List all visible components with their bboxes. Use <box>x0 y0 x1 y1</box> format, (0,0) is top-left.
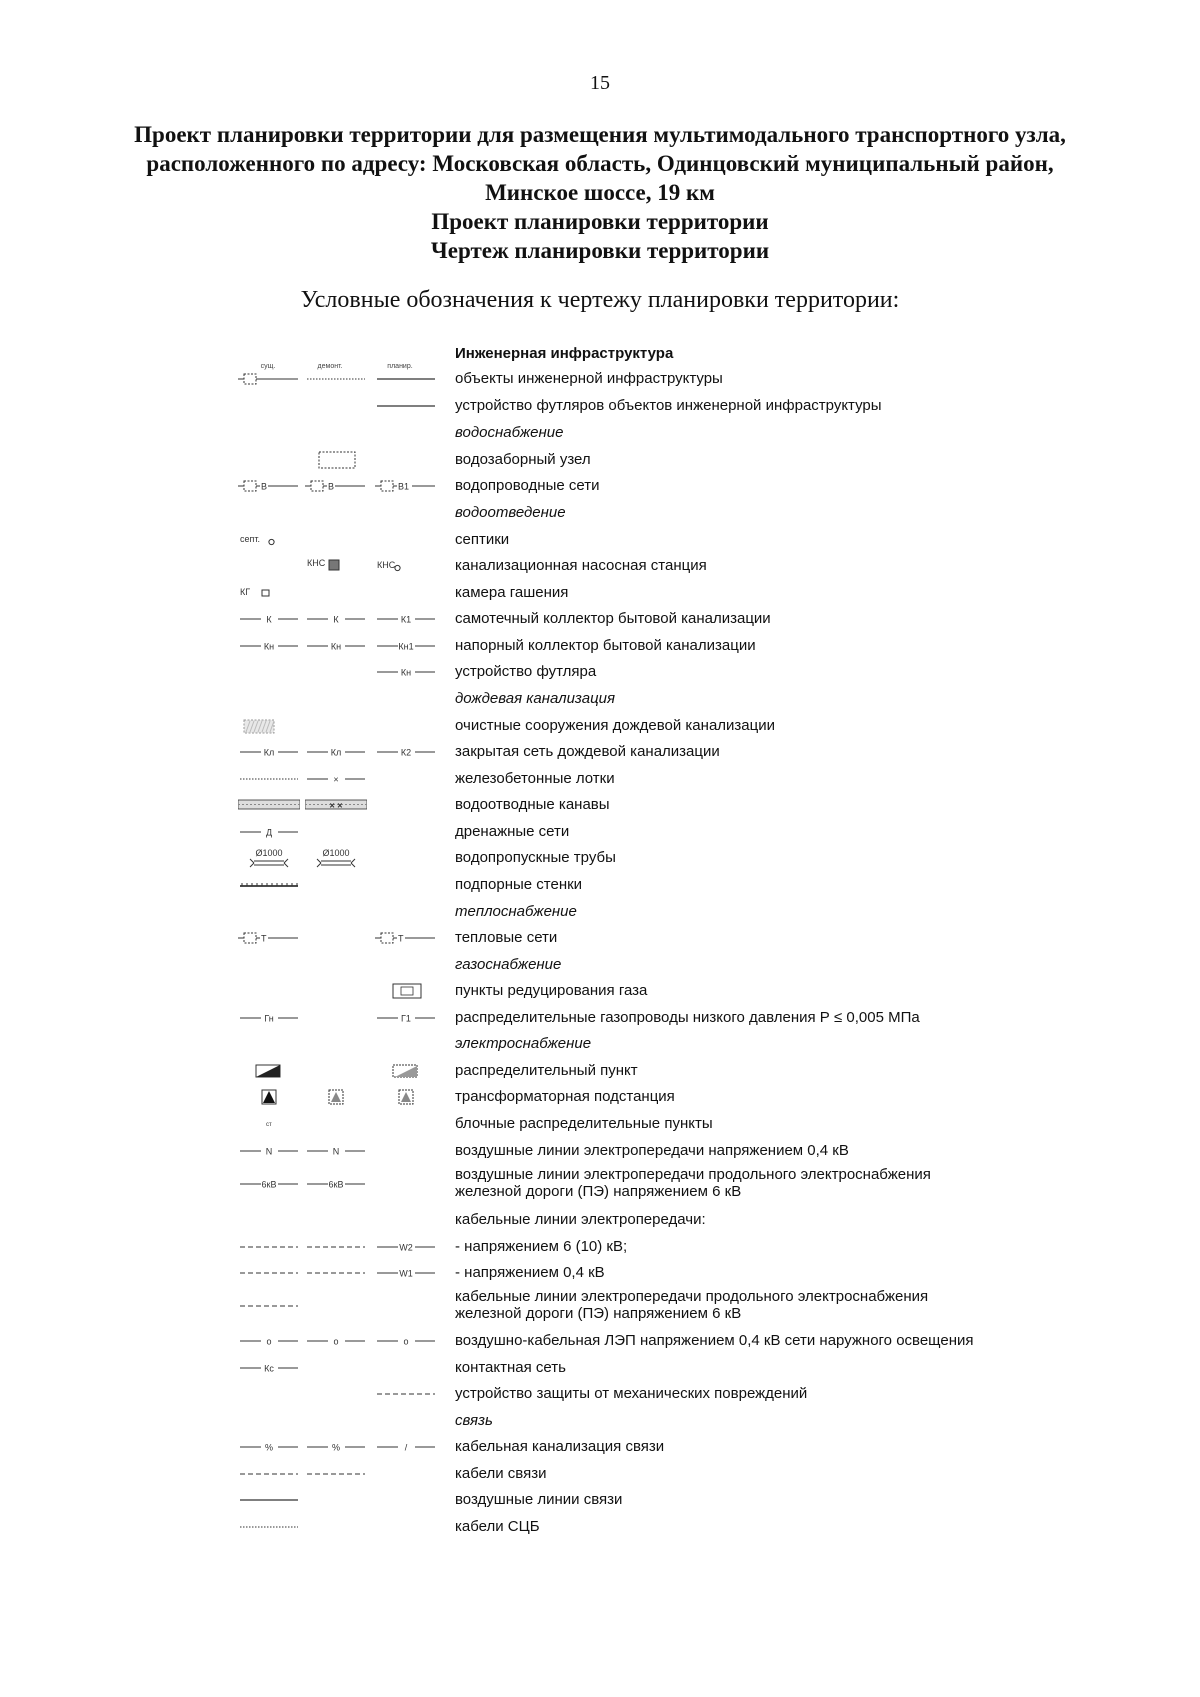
legend-symbol-textcircle-icon <box>238 530 300 550</box>
legend-row <box>0 1382 1200 1406</box>
legend-symbol-textline-icon <box>238 1008 300 1028</box>
svg-text:КНС: КНС <box>307 558 326 568</box>
legend-label: водоотводные канавы <box>455 796 610 813</box>
legend-row <box>0 1435 1200 1459</box>
svg-text:Ø1000: Ø1000 <box>322 848 350 858</box>
legend-symbol-textline-icon <box>375 1331 437 1351</box>
legend-symbol-textline-icon <box>238 1174 300 1194</box>
legend-symbol-boxline-icon <box>305 476 367 496</box>
legend-row <box>0 767 1200 791</box>
legend-symbol-textline-icon <box>305 1174 367 1194</box>
legend-row <box>0 554 1200 578</box>
svg-text:Г1: Г1 <box>401 1013 411 1024</box>
legend-label: тепловые сети <box>455 929 558 946</box>
legend-label: трансформаторная подстанция <box>455 1088 675 1105</box>
legend-row <box>0 660 1200 684</box>
legend-row <box>0 1409 1200 1433</box>
legend-row <box>0 1208 1200 1232</box>
svg-text:В: В <box>328 481 335 492</box>
legend-symbol-hatchrect-icon <box>238 716 300 736</box>
legend-symbol-boxline-icon <box>238 928 300 948</box>
legend-row <box>0 1235 1200 1259</box>
legend-row <box>0 634 1200 658</box>
legend-row <box>0 342 1200 366</box>
legend-row <box>0 714 1200 738</box>
legend-row <box>0 820 1200 844</box>
column-header-planned: планир. <box>387 363 413 370</box>
legend-row <box>0 1515 1200 1539</box>
legend-symbol-boxline-icon <box>375 928 437 948</box>
legend-row <box>0 421 1200 445</box>
legend-symbol-tpl-icon <box>375 1087 437 1107</box>
legend-category: водоснабжение <box>455 424 564 441</box>
legend-symbol-textline-icon <box>238 636 300 656</box>
legend-symbol-rpl-icon <box>375 1061 437 1081</box>
legend-subtitle: Условные обозначения к чертежу планировки территории: <box>300 287 900 313</box>
legend-label: распределительные газопроводы низкого давления Р ≤ 0,005 МПа <box>455 1009 920 1026</box>
legend-symbol-textline-icon <box>238 1331 300 1351</box>
legend-symbol-tiny-icon <box>238 1114 300 1134</box>
legend-symbol-textline-icon <box>375 1263 437 1283</box>
svg-text:/: / <box>404 1442 408 1453</box>
legend-label: канализационная насосная станция <box>455 557 707 574</box>
legend-label: дренажные сети <box>455 823 570 840</box>
legend-label: кабельная канализация связи <box>455 1438 665 1455</box>
svg-text:К: К <box>266 614 272 625</box>
legend-symbol-textline-icon <box>375 1437 437 1457</box>
svg-text:КГ: КГ <box>240 587 251 597</box>
legend-row <box>0 1261 1200 1285</box>
legend-symbol-boxline-icon <box>238 369 300 389</box>
heading-line-3: Минское шоссе, 19 км <box>485 180 715 205</box>
legend-row <box>0 687 1200 711</box>
column-header-existing: сущ. <box>260 363 276 370</box>
svg-text:Кн: Кн <box>400 667 412 678</box>
legend-label-line: железной дороги (ПЭ) напряжением 6 кВ <box>455 1183 742 1200</box>
legend-category: газоснабжение <box>455 956 562 973</box>
heading-line-2: расположенного по адресу: Московская область, Одинцовский муниципальный район, <box>146 151 1054 176</box>
legend-row <box>0 1006 1200 1030</box>
legend-label: устройство футляра <box>455 663 597 680</box>
legend-symbol-textline-icon <box>238 822 300 842</box>
legend-row <box>0 1059 1200 1083</box>
legend-label: закрытая сеть дождевой канализации <box>455 743 720 760</box>
legend-label: воздушные линии связи <box>455 1491 623 1508</box>
legend-symbol-textline-icon <box>238 1141 300 1161</box>
legend-category: дождевая канализация <box>455 690 616 707</box>
svg-text:Кс: Кс <box>264 1363 274 1374</box>
legend-symbol-textline-icon <box>375 742 437 762</box>
legend-row <box>0 1329 1200 1353</box>
legend-symbol-textline-icon <box>305 1331 367 1351</box>
legend-symbol-textline-icon <box>305 1437 367 1457</box>
svg-text:КНС: КНС <box>377 560 396 570</box>
legend-label: очистные сооружения дождевой канализации <box>455 717 775 734</box>
legend-label: подпорные стенки <box>455 876 583 893</box>
legend-symbol-dotted-icon <box>238 1517 300 1537</box>
legend-row <box>0 1112 1200 1136</box>
svg-text:Кн: Кн <box>263 641 275 652</box>
svg-text:o: o <box>333 1336 339 1347</box>
legend-label: кабельные линии электропередачи: <box>455 1211 706 1228</box>
legend-label: распределительный пункт <box>455 1062 638 1079</box>
legend-row <box>0 1462 1200 1486</box>
svg-text:Кн1: Кн1 <box>398 641 414 652</box>
legend-row <box>0 1166 1200 1200</box>
svg-text:К2: К2 <box>400 747 412 758</box>
legend-symbol-textline-icon <box>238 1437 300 1457</box>
svg-text:Т: Т <box>261 933 267 944</box>
legend-label: камера гашения <box>455 584 569 601</box>
legend-label: блочные распределительные пункты <box>455 1115 713 1132</box>
legend-row <box>0 474 1200 498</box>
legend-symbol-dashrect-icon <box>305 450 367 470</box>
svg-text:%: % <box>264 1442 274 1453</box>
legend-label: устройство защиты от механических повреждений <box>455 1385 808 1402</box>
legend-label: пункты редуцирования газа <box>455 982 648 999</box>
legend-label: объекты инженерной инфраструктуры <box>455 370 723 387</box>
legend-row <box>0 846 1200 870</box>
svg-text:Т: Т <box>398 933 404 944</box>
svg-text:Кл: Кл <box>263 747 275 758</box>
legend-symbol-dashed-icon <box>305 1237 367 1257</box>
legend-category: связь <box>455 1412 493 1429</box>
legend-row <box>0 793 1200 817</box>
legend-symbol-dotted-icon <box>305 369 367 389</box>
legend-symbol-textline-icon <box>375 1237 437 1257</box>
legend-row <box>0 367 1200 391</box>
legend-symbol-textline-icon <box>375 662 437 682</box>
legend-symbol-dotted-icon <box>238 769 300 789</box>
legend-row <box>0 501 1200 525</box>
legend-symbol-textline-icon <box>375 609 437 629</box>
legend-label: кабели связи <box>455 1465 547 1482</box>
legend-category: теплоснабжение <box>455 903 577 920</box>
legend-label: напорный коллектор бытовой канализации <box>455 637 756 654</box>
legend-label-line: воздушные линии электропередачи продольного электроснабжения <box>455 1166 931 1183</box>
legend-label <box>455 1288 928 1322</box>
legend-symbol-doubleline-icon <box>238 795 300 815</box>
legend-label: воздушные линии электропередачи напряжением 0,4 кВ <box>455 1142 849 1159</box>
svg-text:ст: ст <box>266 1122 272 1128</box>
legend-symbol-dashed-icon <box>238 1237 300 1257</box>
svg-text:×: × <box>333 774 339 785</box>
legend-row <box>0 1085 1200 1109</box>
column-header-demolished: демонт. <box>317 363 343 370</box>
legend-symbol-textline-icon <box>238 742 300 762</box>
legend-row <box>0 1139 1200 1163</box>
legend-symbol-dashed-icon <box>238 1296 300 1316</box>
legend-row <box>0 953 1200 977</box>
legend-row <box>0 448 1200 472</box>
legend-row <box>0 1032 1200 1056</box>
legend-symbol-textline-icon <box>375 636 437 656</box>
heading-line-4: Проект планировки территории <box>431 209 769 234</box>
legend-row <box>0 740 1200 764</box>
legend-label: воздушно-кабельная ЛЭП напряжением 0,4 кВ сети наружного освещения <box>455 1332 974 1349</box>
svg-text:W2: W2 <box>399 1242 413 1253</box>
legend-section-heading: Инженерная инфраструктура <box>455 345 674 362</box>
page-number: 15 <box>590 72 610 94</box>
legend-symbol-textcircle-icon <box>375 556 437 576</box>
legend-symbol-textbox-icon <box>238 583 300 603</box>
legend-row <box>0 607 1200 631</box>
legend-label: - напряжением 0,4 кВ <box>455 1264 605 1281</box>
svg-text:К: К <box>333 614 339 625</box>
svg-text:o: o <box>403 1336 409 1347</box>
legend-symbol-textline-icon <box>238 609 300 629</box>
legend-symbol-solid-icon <box>375 396 437 416</box>
heading-line-1: Проект планировки территории для размещения мультимодального транспортного узла, <box>134 122 1066 147</box>
legend-category: водоотведение <box>455 504 566 521</box>
legend-symbol-textline-icon <box>305 769 367 789</box>
svg-text:6кВ: 6кВ <box>261 1179 277 1190</box>
legend-symbol-dashed-icon <box>238 1464 300 1484</box>
legend-label <box>455 1166 931 1200</box>
legend-row <box>0 873 1200 897</box>
legend-symbol-ticks-icon <box>238 875 300 895</box>
legend-symbol-textline-icon <box>305 636 367 656</box>
heading-line-5: Чертеж планировки территории <box>430 238 770 263</box>
legend-symbol-boxline-icon <box>238 476 300 496</box>
legend-row <box>0 926 1200 950</box>
legend-symbol-solid-icon <box>375 369 437 389</box>
svg-text:Ø1000: Ø1000 <box>255 848 283 858</box>
legend-label: водопроводные сети <box>455 477 600 494</box>
legend-label: кабели СЦБ <box>455 1518 540 1535</box>
legend-label: контактная сеть <box>455 1359 566 1376</box>
legend-label: железобетонные лотки <box>455 770 615 787</box>
legend-symbol-dashed-icon <box>238 1263 300 1283</box>
legend-category: электроснабжение <box>455 1035 592 1052</box>
svg-text:септ.: септ. <box>240 534 261 544</box>
legend-label: самотечный коллектор бытовой канализации <box>455 610 771 627</box>
legend-symbol-textline-icon <box>305 742 367 762</box>
legend-symbol-doubleline-icon <box>305 795 367 815</box>
legend-symbol-tpl-icon <box>305 1087 367 1107</box>
legend-symbol-boxline-icon <box>375 476 437 496</box>
legend-symbol-pipe-icon <box>305 848 367 868</box>
svg-text:N: N <box>332 1146 340 1157</box>
legend-symbol-textline-icon <box>375 1008 437 1028</box>
legend-row <box>0 1288 1200 1322</box>
legend-label: водозаборный узел <box>455 451 591 468</box>
svg-text:o: o <box>266 1336 272 1347</box>
legend-row <box>0 394 1200 418</box>
legend-symbol-solid-icon <box>238 1490 300 1510</box>
legend-symbol-pipe-icon <box>238 848 300 868</box>
legend-symbol-dashed-icon <box>305 1263 367 1283</box>
legend-label: устройство футляров объектов инженерной инфраструктуры <box>455 397 882 414</box>
svg-text:Кл: Кл <box>330 747 342 758</box>
svg-text:К1: К1 <box>400 614 412 625</box>
legend-symbol-rp-icon <box>238 1061 300 1081</box>
legend-row <box>0 581 1200 605</box>
legend-symbol-textline-icon <box>305 1141 367 1161</box>
svg-text:W1: W1 <box>399 1268 413 1279</box>
svg-text:× ×: × × <box>329 800 343 811</box>
legend-row <box>0 1488 1200 1512</box>
legend-symbol-textsquare-icon <box>305 556 367 576</box>
legend-row <box>0 900 1200 924</box>
legend-row <box>0 1356 1200 1380</box>
legend-symbol-gasbox-icon <box>375 981 437 1001</box>
svg-text:В: В <box>261 481 268 492</box>
legend-symbol-textline-icon <box>238 1358 300 1378</box>
legend-label: - напряжением 6 (10) кВ; <box>455 1238 628 1255</box>
legend-label-line: железной дороги (ПЭ) напряжением 6 кВ <box>455 1305 742 1322</box>
legend-label: водопропускные трубы <box>455 849 616 866</box>
svg-text:Кн: Кн <box>330 641 342 652</box>
legend-row <box>0 979 1200 1003</box>
legend-row <box>0 528 1200 552</box>
legend-symbol-dashed-icon <box>305 1464 367 1484</box>
svg-text:Д: Д <box>265 827 273 838</box>
legend-symbol-dashed-icon <box>375 1384 437 1404</box>
svg-text:В1: В1 <box>398 481 410 492</box>
legend-label-line: кабельные линии электропередачи продольного электроснабжения <box>455 1288 929 1305</box>
svg-text:Гн: Гн <box>264 1013 274 1024</box>
svg-text:N: N <box>265 1146 273 1157</box>
svg-text:6кВ: 6кВ <box>328 1179 344 1190</box>
legend-symbol-textline-icon <box>305 609 367 629</box>
svg-text:%: % <box>331 1442 341 1453</box>
legend-symbol-tp-icon <box>238 1087 300 1107</box>
legend-label: септики <box>455 531 510 548</box>
